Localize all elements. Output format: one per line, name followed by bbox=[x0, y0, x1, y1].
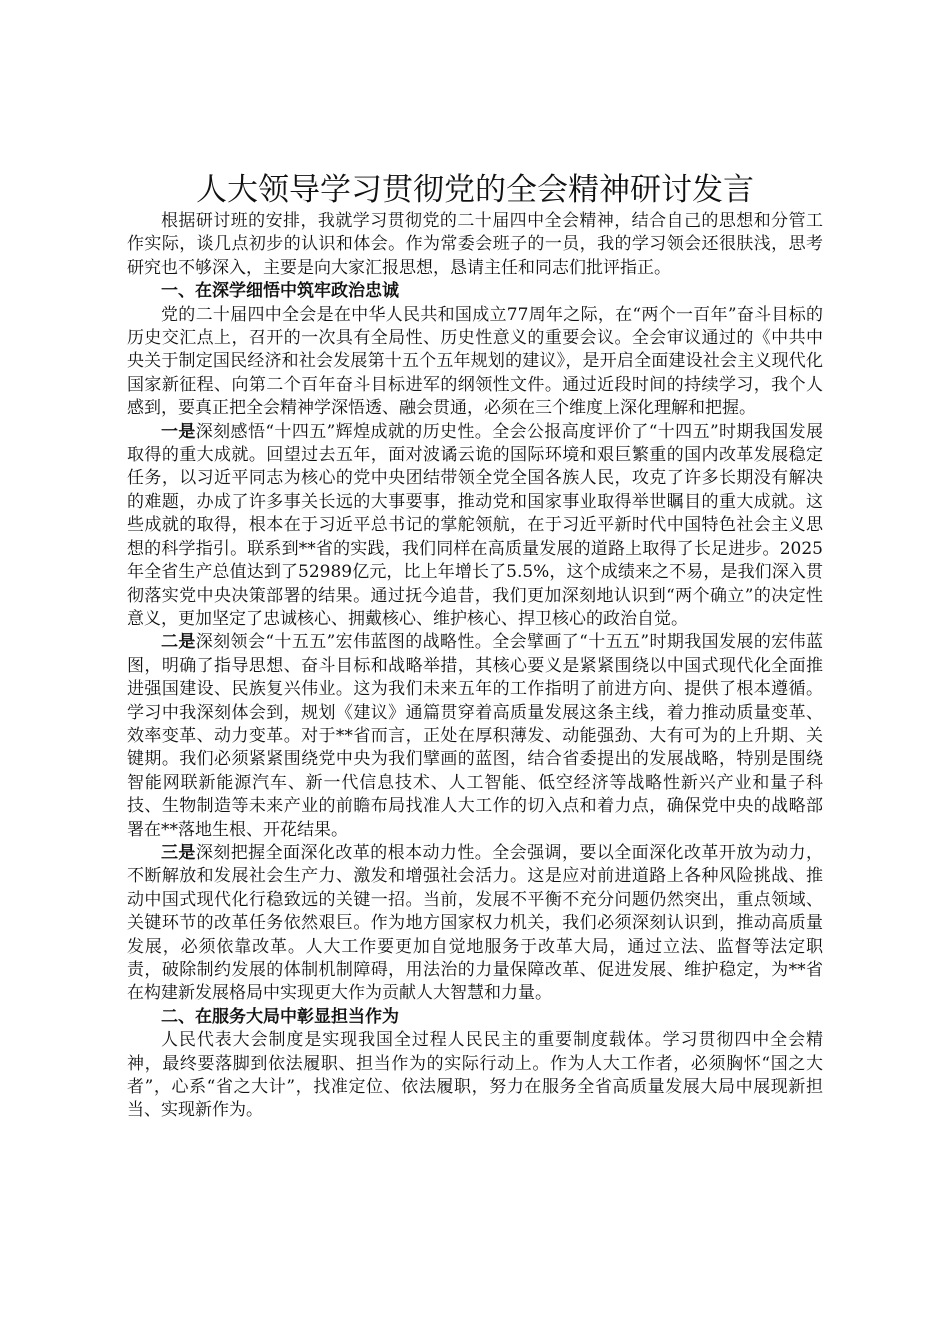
document-page bbox=[127, 170, 823, 1123]
point-paragraph-3 bbox=[127, 842, 823, 1006]
section-heading-1: 一、在深学细悟中筑牢政治忠诚 bbox=[161, 281, 399, 302]
point-text-3: 深刻把握全面深化改革的根本动力性。全会强调，要以全面深化改革开放为动力，不断解放和发展社会生产力、激发和增强社会活力。这是应对前进道路上各种风险挑战、推动中国式现代化行稳致远的关键一招。当前，发展不平衡不充分问题仍然突出，重点领域、关键环节的改革任务依然艰巨。作为地方国家权力机关，我们必须深刻认识到，推动高质量发展，必须依靠改革。人大工作要更加自觉地服务于改革大局，通过立法、监督等法定职责，破除制约发展的体制机制障碍，用法治的力量保障改革、促进发展、维护稳定，为**省在构建新发展格局中实现更大作为贡献人大智慧和力量。 bbox=[127, 842, 824, 1004]
section-heading-2: 二、在服务大局中彰显担当作为 bbox=[161, 1006, 399, 1027]
point-paragraph-1 bbox=[127, 421, 823, 632]
point-lead-3: 三是 bbox=[161, 842, 196, 863]
point-lead-2: 二是 bbox=[161, 632, 196, 653]
point-paragraph-2 bbox=[127, 631, 823, 842]
section1-paragraph: 党的二十届四中全会是在中华人民共和国成立77周年之际，在“两个一百年”奋斗目标的历史交汇点上，召开的一次具有全局性、历史性意义的重要会议。全会审议通过的《中共中央关于制定国民经济和社会发展第十五个五年规划的建议》，是开启全面建设社会主义现代化国家新征程、向第二个百年奋斗目标进军的纲领性文件。通过近段时间的持续学习，我个人感到，要真正把全会精神学深悟透、融会贯通，必须在三个维度上深化理解和把握。 bbox=[127, 304, 823, 419]
point-lead-1: 一是 bbox=[161, 421, 196, 442]
document-title: 人大领导学习贯彻党的全会精神研讨发言 bbox=[196, 172, 754, 208]
intro-paragraph: 根据研讨班的安排，我就学习贯彻党的二十届四中全会精神，结合自己的思想和分管工作实际，谈几点初步的认识和体会。作为常委会班子的一员，我的学习领会还很肤浅，思考研究也不够深入，主要是向大家汇报思想，恳请主任和同志们批评指正。 bbox=[127, 211, 823, 278]
section2-paragraph: 人民代表大会制度是实现我国全过程人民民主的重要制度载体。学习贯彻四中全会精神，最终要落脚到依法履职、担当作为的实际行动上。作为人大工作者，必须胸怀“国之大者”，心系“省之大计”，找准定位、依法履职，努力在服务全省高质量发展大局中展现新担当、实现新作为。 bbox=[127, 1030, 823, 1121]
point-text-2: 深刻领会“十五五”宏伟蓝图的战略性。全会擘画了“十五五”时期我国发展的宏伟蓝图，明确了指导思想、奋斗目标和战略举措，其核心要义是紧紧围绕以中国式现代化全面推进强国建设、民族复兴伟业。这为我们未来五年的工作指明了前进方向、提供了根本遵循。学习中我深刻体会到，规划《建议》通篇贯穿着高质量发展这条主线，着力推动质量变革、效率变革、动力变革。对于**省而言，正处在厚积薄发、动能强劲、大有可为的上升期、关键期。我们必须紧紧围绕党中央为我们擘画的蓝图，结合省委提出的发展战略，特别是围绕智能网联新能源汽车、新一代信息技术、人工智能、低空经济等战略性新兴产业和量子科技、生物制造等未来产业的前瞻布局找准人大工作的切入点和着力点，确保党中央的战略部署在**落地生根、开花结果。 bbox=[127, 632, 823, 840]
point-text-1: 深刻感悟“十四五”辉煌成就的历史性。全会公报高度评价了“十四五”时期我国发展取得的重大成就。回望过去五年，面对波谲云诡的国际环境和艰巨繁重的国内改革发展稳定任务，以习近平同志为核心的党中央团结带领全党全国各族人民，攻克了许多长期没有解决的难题，办成了许多事关长远的大事要事，推动党和国家事业取得举世瞩目的重大成就。这些成就的取得，根本在于习近平总书记的掌舵领航，在于习近平新时代中国特色社会主义思想的科学指引。联系到**省的实践，我们同样在高质量发展的道路上取得了长足进步。2025年全省生产总值达到了52989亿元，比上年增长了5.5%，这个成绩来之不易，是我们深入贯彻落实党中央决策部署的结果。通过抚今追昔，我们更加深刻地认识到“两个确立”的决定性意义，更加坚定了忠诚核心、拥戴核心、维护核心、捍卫核心的政治自觉。 bbox=[127, 421, 823, 629]
